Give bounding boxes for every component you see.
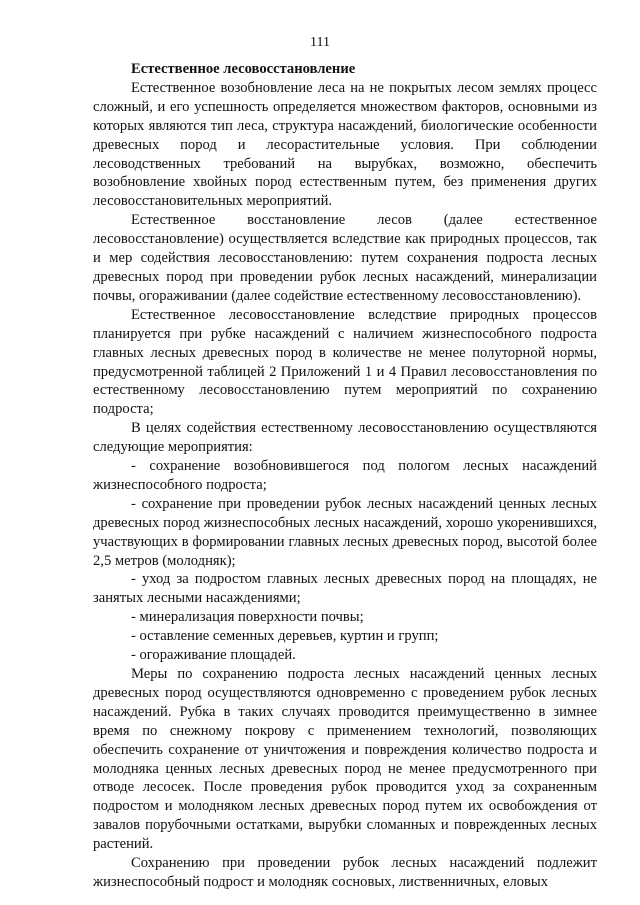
paragraph-preservation-subject: Сохранению при проведении рубок лесных насаждений подлежит жизнеспособный подрост и молодняк сосновых, лиственничных, еловых	[93, 855, 597, 890]
paragraph-natural-processes: Естественное лесовосстановление вследствие природных процессов планируется при рубке насаждений с наличием жизнеспособного подроста главных лесных древесных пород в количестве не менее полуторной нормы, предусмотренной таблицей 2 Приложений 1 и 4 Правил лесовосстановления по естественному лесовосстановлению путем мероприятий по сохранению подроста;	[93, 306, 597, 418]
list-item: - огораживание площадей.	[131, 647, 296, 664]
paragraph-measures-intro: В целях содействия естественному лесовосстановлению осуществляются следующие мероприятия:	[93, 420, 597, 456]
section-heading: Естественное лесовосстановление	[131, 61, 356, 77]
paragraph-definition: Естественное восстановление лесов (далее естественное лесовосстановление) осуществляется вследствие как природных процессов, так и мер содействия лесовосстановлению: путем сохранения подроста лесных древесных пород при проведении рубок лесных насаждений, минерализации почвы, огораживании (далее содействие естественному лесовосстановлению).	[93, 212, 597, 304]
page-number: 111	[310, 35, 330, 50]
list-item: - сохранение возобновившегося под пологом лесных насаждений жизнеспособного подроста;	[93, 458, 597, 493]
list-item: - уход за подростом главных лесных древесных пород на площадях, не занятых лесными насаждениями;	[93, 571, 597, 607]
list-item: - оставление семенных деревьев, куртин и групп;	[131, 628, 439, 645]
paragraph-intro: Естественное возобновление леса на не покрытых лесом землях процесс сложный, и его успешность определяется множеством факторов, основными из которых являются тип леса, структура насаждений, биологические особенности древесных пород и лесорастительные условия. При соблюдении лесоводственных требований на вырубках, возможно, обеспечить возобновление хвойных пород естественным путем, без применения других лесовосстановительных мероприятий.	[93, 79, 597, 210]
list-item: - минерализация поверхности почвы;	[131, 609, 364, 626]
document-body	[93, 60, 597, 892]
list-item: - сохранение при проведении рубок лесных насаждений ценных лесных древесных пород жизнеспособных лесных насаждений, хорошо укоренившихся, участвующих в формировании главных лесных древесных пород, высотой более 2,5 метров (молодняк);	[93, 495, 597, 569]
paragraph-preservation-measures: Меры по сохранению подроста лесных насаждений ценных лесных древесных пород осуществляются одновременно с проведением рубок лесных насаждений. Рубка в таких случаях проводится преимущественно в зимнее время по снежному покрову с применением технологий, позволяющих обеспечить сохранение от уничтожения и повреждения количество подроста и молодняка ценных лесных древесных пород не менее предусмотренного при отводе лесосек. После проведения рубок проводится уход за сохраненным подростом и молодняком лесных древесных пород путем их освобождения от завалов порубочными остатками, вырубки сломанных и поврежденных лесных растений.	[93, 666, 597, 853]
